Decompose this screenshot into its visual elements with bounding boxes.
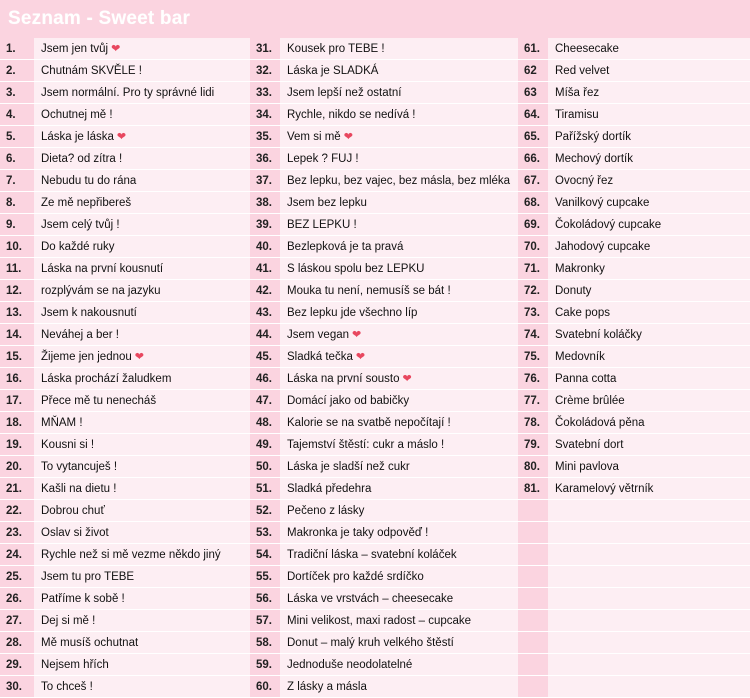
- table-row[interactable]: [0, 38, 250, 60]
- table-row[interactable]: [0, 126, 250, 148]
- row-number: 27.: [0, 610, 34, 632]
- row-text[interactable]: Jsem lepší než ostatní: [280, 82, 518, 104]
- row-text[interactable]: Jsem tu pro TEBE: [34, 566, 250, 588]
- row-number: 61.: [518, 38, 548, 60]
- row-text[interactable]: Tiramisu: [548, 104, 750, 126]
- row-text[interactable]: Kousek pro TEBE !: [280, 38, 518, 60]
- row-text[interactable]: Patříme k sobě !: [34, 588, 250, 610]
- row-text[interactable]: Žijeme jen jednou ❤: [34, 346, 250, 368]
- table-row-empty[interactable]: [518, 654, 750, 676]
- row-text[interactable]: S láskou spolu bez LEPKU: [280, 258, 518, 280]
- table-row-empty[interactable]: [518, 676, 750, 698]
- row-text[interactable]: Crème brûlée: [548, 390, 750, 412]
- row-text[interactable]: Cake pops: [548, 302, 750, 324]
- table-row[interactable]: [250, 478, 518, 500]
- table-row[interactable]: [0, 610, 250, 632]
- row-number: 41.: [250, 258, 280, 280]
- row-text[interactable]: Sladká tečka ❤: [280, 346, 518, 368]
- row-number: 76.: [518, 368, 548, 390]
- row-text[interactable]: Jednoduše neodolatelné: [280, 654, 518, 676]
- row-number: 43.: [250, 302, 280, 324]
- table-row[interactable]: [0, 324, 250, 346]
- table-row[interactable]: [250, 654, 518, 676]
- row-text[interactable]: Lepek ? FUJ !: [280, 148, 518, 170]
- table-row[interactable]: [0, 346, 250, 368]
- row-text[interactable]: Láska je SLADKÁ: [280, 60, 518, 82]
- row-number: 72.: [518, 280, 548, 302]
- row-number: 79.: [518, 434, 548, 456]
- table-row[interactable]: [250, 104, 518, 126]
- row-text[interactable]: [548, 676, 750, 698]
- row-number: 17.: [0, 390, 34, 412]
- row-text[interactable]: Kousni si !: [34, 434, 250, 456]
- row-text[interactable]: [548, 544, 750, 566]
- row-number: 21.: [0, 478, 34, 500]
- row-number: [518, 654, 548, 676]
- row-text[interactable]: Bezlepková je ta pravá: [280, 236, 518, 258]
- table-row[interactable]: [250, 258, 518, 280]
- table-row[interactable]: [0, 390, 250, 412]
- table-row[interactable]: [518, 126, 750, 148]
- row-text[interactable]: Jsem jen tvůj ❤: [34, 38, 250, 60]
- row-number: 66.: [518, 148, 548, 170]
- row-text[interactable]: [548, 632, 750, 654]
- table-row[interactable]: [518, 456, 750, 478]
- row-number: 34.: [250, 104, 280, 126]
- row-text[interactable]: Panna cotta: [548, 368, 750, 390]
- table-row[interactable]: [518, 412, 750, 434]
- table-row[interactable]: [0, 60, 250, 82]
- row-text[interactable]: Míša řez: [548, 82, 750, 104]
- row-number: 38.: [250, 192, 280, 214]
- row-text[interactable]: Pečeno z lásky: [280, 500, 518, 522]
- row-text[interactable]: To vytancuješ !: [34, 456, 250, 478]
- list-columns: [0, 38, 750, 698]
- table-row[interactable]: [250, 324, 518, 346]
- table-row[interactable]: [250, 214, 518, 236]
- table-row[interactable]: [250, 566, 518, 588]
- table-row[interactable]: [0, 104, 250, 126]
- row-text[interactable]: MŇAM !: [34, 412, 250, 434]
- row-text[interactable]: Bez lepku, bez vajec, bez másla, bez mléka: [280, 170, 518, 192]
- row-number: [518, 676, 548, 698]
- table-row[interactable]: [0, 566, 250, 588]
- row-number: 6.: [0, 148, 34, 170]
- row-number: 18.: [0, 412, 34, 434]
- row-number: 25.: [0, 566, 34, 588]
- row-number: 15.: [0, 346, 34, 368]
- table-row[interactable]: [518, 148, 750, 170]
- table-row[interactable]: [518, 236, 750, 258]
- row-text[interactable]: [548, 522, 750, 544]
- row-number: 46.: [250, 368, 280, 390]
- table-row[interactable]: [0, 588, 250, 610]
- table-row[interactable]: [0, 500, 250, 522]
- table-row[interactable]: [250, 632, 518, 654]
- row-number: 63: [518, 82, 548, 104]
- table-row[interactable]: [518, 346, 750, 368]
- row-text[interactable]: Chutnám SKVĚLE !: [34, 60, 250, 82]
- table-row[interactable]: [0, 434, 250, 456]
- table-row[interactable]: [518, 302, 750, 324]
- table-row-empty[interactable]: [518, 566, 750, 588]
- row-number: 59.: [250, 654, 280, 676]
- page-title: Seznam - Sweet bar: [8, 8, 191, 29]
- row-text[interactable]: Mechový dortík: [548, 148, 750, 170]
- table-row[interactable]: [0, 544, 250, 566]
- row-text[interactable]: Nejsem hřích: [34, 654, 250, 676]
- row-text[interactable]: Dortíček pro každé srdíčko: [280, 566, 518, 588]
- row-number: 9.: [0, 214, 34, 236]
- row-text[interactable]: Sladká předehra: [280, 478, 518, 500]
- row-text[interactable]: Oslav si život: [34, 522, 250, 544]
- table-row[interactable]: [0, 258, 250, 280]
- table-row[interactable]: [250, 390, 518, 412]
- row-text[interactable]: Red velvet: [548, 60, 750, 82]
- row-text[interactable]: [548, 654, 750, 676]
- row-number: 56.: [250, 588, 280, 610]
- row-number: 28.: [0, 632, 34, 654]
- heart-icon: ❤: [134, 351, 144, 363]
- row-number: [518, 544, 548, 566]
- row-text[interactable]: [548, 610, 750, 632]
- row-text[interactable]: Dej si mě !: [34, 610, 250, 632]
- row-number: 70.: [518, 236, 548, 258]
- table-row[interactable]: [0, 522, 250, 544]
- row-number: 22.: [0, 500, 34, 522]
- row-number: 60.: [250, 676, 280, 698]
- row-number: 3.: [0, 82, 34, 104]
- row-number: 37.: [250, 170, 280, 192]
- row-text[interactable]: Láska na první kousnutí: [34, 258, 250, 280]
- row-text[interactable]: Láska je láska ❤: [34, 126, 250, 148]
- row-text[interactable]: Bez lepku jde všechno líp: [280, 302, 518, 324]
- row-text[interactable]: Vanilkový cupcake: [548, 192, 750, 214]
- row-text[interactable]: Svatební koláčky: [548, 324, 750, 346]
- row-text[interactable]: Svatební dort: [548, 434, 750, 456]
- row-text[interactable]: Karamelový větrník: [548, 478, 750, 500]
- row-text[interactable]: Medovník: [548, 346, 750, 368]
- row-number: 48.: [250, 412, 280, 434]
- table-row[interactable]: [250, 192, 518, 214]
- row-text[interactable]: Cheesecake: [548, 38, 750, 60]
- row-number: 26.: [0, 588, 34, 610]
- row-text[interactable]: Tradiční láska – svatební koláček: [280, 544, 518, 566]
- row-number: 30.: [0, 676, 34, 698]
- table-row[interactable]: [518, 82, 750, 104]
- row-text[interactable]: Dieta? od zítra !: [34, 148, 250, 170]
- table-row[interactable]: [250, 170, 518, 192]
- heart-icon: ❤: [352, 329, 362, 341]
- table-row[interactable]: [518, 280, 750, 302]
- table-row[interactable]: [250, 434, 518, 456]
- row-text[interactable]: Pařížský dortík: [548, 126, 750, 148]
- row-text[interactable]: Přece mě tu nenecháš: [34, 390, 250, 412]
- row-number: 32.: [250, 60, 280, 82]
- table-row[interactable]: [0, 148, 250, 170]
- row-number: 68.: [518, 192, 548, 214]
- table-row[interactable]: [0, 368, 250, 390]
- row-number: 40.: [250, 236, 280, 258]
- row-number: 31.: [250, 38, 280, 60]
- row-number: 71.: [518, 258, 548, 280]
- column-1: [0, 38, 250, 698]
- table-row[interactable]: [0, 302, 250, 324]
- table-row[interactable]: [250, 522, 518, 544]
- row-number: 8.: [0, 192, 34, 214]
- row-text[interactable]: Jsem bez lepku: [280, 192, 518, 214]
- row-text[interactable]: Rychle, nikdo se nedívá !: [280, 104, 518, 126]
- row-number: 35.: [250, 126, 280, 148]
- table-row[interactable]: [0, 676, 250, 698]
- row-text[interactable]: Mini pavlova: [548, 456, 750, 478]
- table-row[interactable]: [250, 676, 518, 698]
- row-number: 62: [518, 60, 548, 82]
- row-number: 53.: [250, 522, 280, 544]
- table-row[interactable]: [518, 478, 750, 500]
- row-text[interactable]: Ovocný řez: [548, 170, 750, 192]
- row-text[interactable]: Rychle než si mě vezme někdo jiný: [34, 544, 250, 566]
- row-text[interactable]: Ze mě nepřibereš: [34, 192, 250, 214]
- row-number: 13.: [0, 302, 34, 324]
- row-number: 77.: [518, 390, 548, 412]
- table-row[interactable]: [518, 170, 750, 192]
- row-number: [518, 632, 548, 654]
- row-number: 54.: [250, 544, 280, 566]
- table-row[interactable]: [250, 588, 518, 610]
- row-number: 78.: [518, 412, 548, 434]
- row-number: 74.: [518, 324, 548, 346]
- table-row[interactable]: [0, 478, 250, 500]
- row-number: 4.: [0, 104, 34, 126]
- row-text[interactable]: Jsem vegan ❤: [280, 324, 518, 346]
- row-text[interactable]: Jsem k nakousnutí: [34, 302, 250, 324]
- row-text[interactable]: Tajemství štěstí: cukr a máslo !: [280, 434, 518, 456]
- table-row[interactable]: [0, 214, 250, 236]
- table-row[interactable]: [0, 192, 250, 214]
- table-row[interactable]: [0, 456, 250, 478]
- row-text[interactable]: Láska prochází žaludkem: [34, 368, 250, 390]
- row-number: 14.: [0, 324, 34, 346]
- table-row[interactable]: [250, 38, 518, 60]
- table-row[interactable]: [0, 236, 250, 258]
- row-text[interactable]: Kalorie se na svatbě nepočítají !: [280, 412, 518, 434]
- row-text[interactable]: Z lásky a másla: [280, 676, 518, 698]
- row-text[interactable]: Mouka tu není, nemusíš se bát !: [280, 280, 518, 302]
- row-number: [518, 610, 548, 632]
- row-text[interactable]: rozplývám se na jazyku: [34, 280, 250, 302]
- table-row[interactable]: [250, 500, 518, 522]
- row-number: 44.: [250, 324, 280, 346]
- row-text[interactable]: Jsem celý tvůj !: [34, 214, 250, 236]
- table-row[interactable]: [518, 434, 750, 456]
- heart-icon: ❤: [116, 131, 127, 143]
- row-number: 67.: [518, 170, 548, 192]
- row-text[interactable]: Nebudu tu do rána: [34, 170, 250, 192]
- row-number: [518, 566, 548, 588]
- table-row[interactable]: [250, 412, 518, 434]
- row-number: 2.: [0, 60, 34, 82]
- row-text[interactable]: Čokoládový cupcake: [548, 214, 750, 236]
- row-number: 29.: [0, 654, 34, 676]
- row-text[interactable]: Jahodový cupcake: [548, 236, 750, 258]
- row-text[interactable]: [548, 588, 750, 610]
- table-row[interactable]: [518, 258, 750, 280]
- table-row[interactable]: [250, 126, 518, 148]
- row-text[interactable]: Vem si mě ❤: [280, 126, 518, 148]
- row-text[interactable]: Makronka je taky odpověď !: [280, 522, 518, 544]
- row-number: 36.: [250, 148, 280, 170]
- row-number: 20.: [0, 456, 34, 478]
- row-text[interactable]: Do každé ruky: [34, 236, 250, 258]
- row-text[interactable]: Domácí jako od babičky: [280, 390, 518, 412]
- table-row[interactable]: [250, 60, 518, 82]
- table-row[interactable]: [250, 82, 518, 104]
- row-number: [518, 500, 548, 522]
- row-number: 16.: [0, 368, 34, 390]
- row-number: 7.: [0, 170, 34, 192]
- row-text[interactable]: [548, 566, 750, 588]
- row-number: 39.: [250, 214, 280, 236]
- row-number: 58.: [250, 632, 280, 654]
- row-number: 81.: [518, 478, 548, 500]
- row-text[interactable]: Čokoládová pěna: [548, 412, 750, 434]
- table-row[interactable]: [250, 280, 518, 302]
- table-row-empty[interactable]: [518, 544, 750, 566]
- table-row-empty[interactable]: [518, 588, 750, 610]
- table-row[interactable]: [0, 632, 250, 654]
- row-number: 5.: [0, 126, 34, 148]
- row-text[interactable]: Láska ve vrstvách – cheesecake: [280, 588, 518, 610]
- row-number: 19.: [0, 434, 34, 456]
- row-text[interactable]: Mě musíš ochutnat: [34, 632, 250, 654]
- row-number: 12.: [0, 280, 34, 302]
- heart-icon: ❤: [343, 131, 353, 143]
- page-title-bar: [0, 0, 750, 38]
- row-text[interactable]: [548, 500, 750, 522]
- row-text[interactable]: Kašli na dietu !: [34, 478, 250, 500]
- row-number: 64.: [518, 104, 548, 126]
- table-row-empty[interactable]: [518, 632, 750, 654]
- row-number: 75.: [518, 346, 548, 368]
- table-row[interactable]: [250, 544, 518, 566]
- table-row[interactable]: [518, 368, 750, 390]
- row-number: 1.: [0, 38, 34, 60]
- row-number: 49.: [250, 434, 280, 456]
- row-number: 11.: [0, 258, 34, 280]
- table-row[interactable]: [250, 148, 518, 170]
- column-3: [518, 38, 750, 698]
- row-number: 51.: [250, 478, 280, 500]
- row-number: 33.: [250, 82, 280, 104]
- row-number: [518, 522, 548, 544]
- row-number: 57.: [250, 610, 280, 632]
- row-text[interactable]: Láska je sladší než cukr: [280, 456, 518, 478]
- row-number: 45.: [250, 346, 280, 368]
- table-row[interactable]: [250, 368, 518, 390]
- row-number: 69.: [518, 214, 548, 236]
- table-row[interactable]: [518, 60, 750, 82]
- row-number: 73.: [518, 302, 548, 324]
- row-number: 23.: [0, 522, 34, 544]
- heart-icon: ❤: [355, 351, 366, 363]
- table-row[interactable]: [0, 654, 250, 676]
- table-row[interactable]: [0, 170, 250, 192]
- table-row[interactable]: [518, 324, 750, 346]
- table-row[interactable]: [250, 236, 518, 258]
- row-number: 80.: [518, 456, 548, 478]
- row-text[interactable]: Neváhej a ber !: [34, 324, 250, 346]
- heart-icon: ❤: [111, 43, 121, 55]
- row-text[interactable]: Donuty: [548, 280, 750, 302]
- table-row[interactable]: [518, 390, 750, 412]
- table-row[interactable]: [0, 82, 250, 104]
- row-number: [518, 588, 548, 610]
- row-text[interactable]: Donut – malý kruh velkého štěstí: [280, 632, 518, 654]
- table-row[interactable]: [518, 38, 750, 60]
- table-row[interactable]: [518, 214, 750, 236]
- table-row[interactable]: [250, 610, 518, 632]
- column-2: [250, 38, 518, 698]
- row-text[interactable]: To chceš !: [34, 676, 250, 698]
- row-number: 65.: [518, 126, 548, 148]
- row-text[interactable]: Ochutnej mě !: [34, 104, 250, 126]
- table-row[interactable]: [0, 280, 250, 302]
- table-row[interactable]: [250, 456, 518, 478]
- row-text[interactable]: BEZ LEPKU !: [280, 214, 518, 236]
- row-number: 52.: [250, 500, 280, 522]
- heart-icon: ❤: [402, 373, 412, 385]
- row-text[interactable]: Makronky: [548, 258, 750, 280]
- table-row[interactable]: [0, 412, 250, 434]
- row-number: 55.: [250, 566, 280, 588]
- table-row-empty[interactable]: [518, 610, 750, 632]
- row-text[interactable]: Mini velikost, maxi radost – cupcake: [280, 610, 518, 632]
- row-number: 10.: [0, 236, 34, 258]
- row-number: 50.: [250, 456, 280, 478]
- row-number: 47.: [250, 390, 280, 412]
- row-text[interactable]: Láska na první sousto ❤: [280, 368, 518, 390]
- table-row[interactable]: [518, 104, 750, 126]
- row-number: 42.: [250, 280, 280, 302]
- row-text[interactable]: Jsem normální. Pro ty správné lidi: [34, 82, 250, 104]
- table-row[interactable]: [250, 302, 518, 324]
- row-text[interactable]: Dobrou chuť: [34, 500, 250, 522]
- table-row[interactable]: [250, 346, 518, 368]
- table-row-empty[interactable]: [518, 522, 750, 544]
- table-row[interactable]: [518, 192, 750, 214]
- row-number: 24.: [0, 544, 34, 566]
- table-row-empty[interactable]: [518, 500, 750, 522]
